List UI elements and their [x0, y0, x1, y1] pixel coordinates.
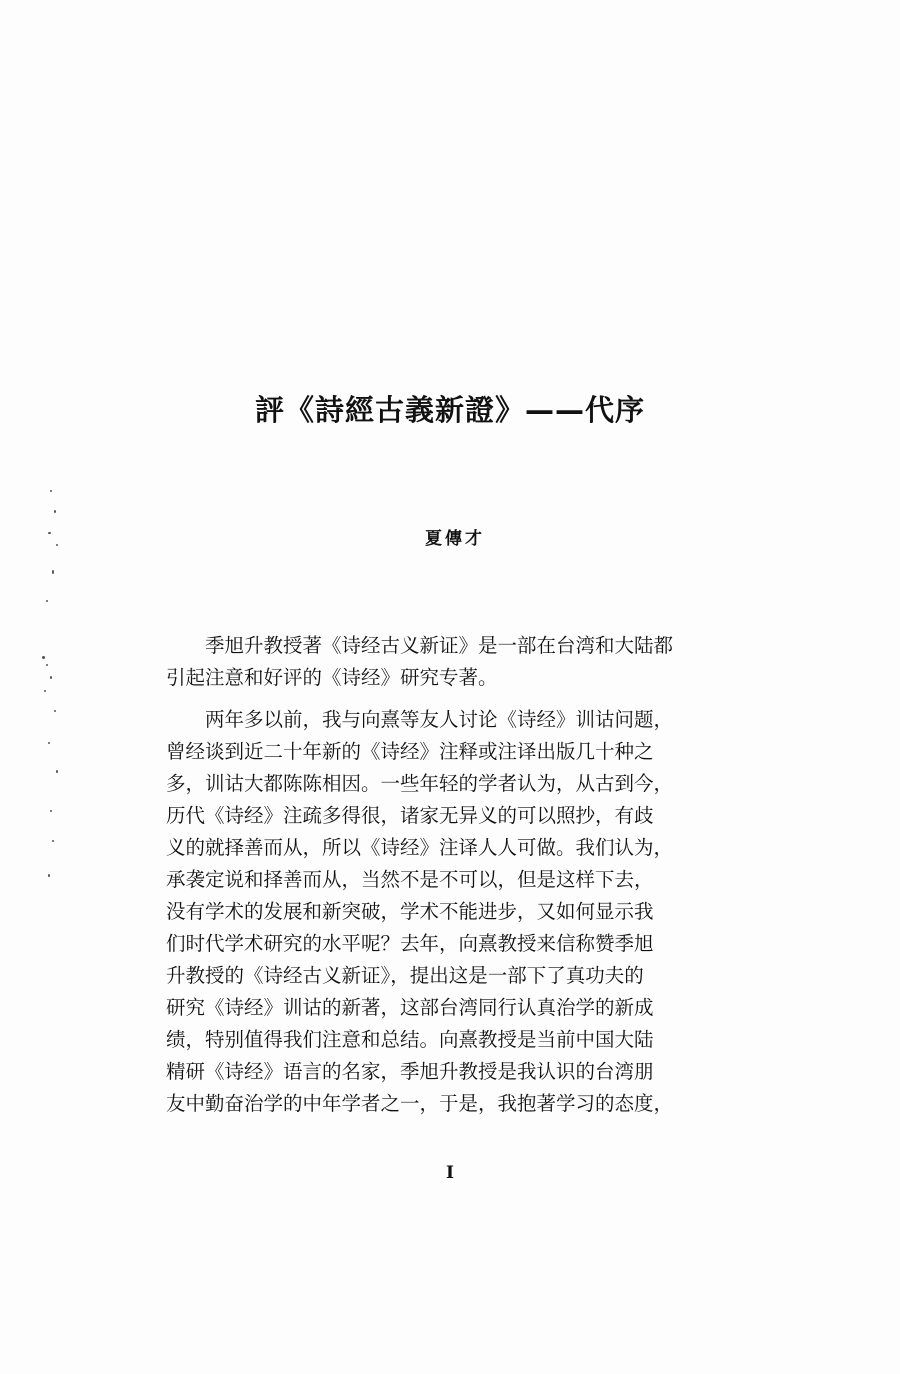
paragraph-1: [166, 630, 746, 694]
document-title: 評《詩經古義新證》——代序: [254, 393, 645, 427]
text-line: 曾经谈到近二十年新的《诗经》注释或注译出版几十种之: [166, 740, 654, 763]
text-line: 友中勤奋治学的中年学者之一，于是，我抱著学习的态度，: [166, 1092, 674, 1115]
text-line: 引起注意和好评的《诗经》研究专著。: [166, 666, 498, 689]
paragraph-gap: [166, 694, 746, 704]
text-line: 精研《诗经》语言的名家，季旭升教授是我认识的台湾朋: [166, 1060, 654, 1083]
text-line: 义的就择善而从，所以《诗经》注译人人可做。我们认为，: [166, 836, 674, 859]
text-line: 升教授的《诗经古义新证》，提出这是一部下了真功夫的: [166, 964, 644, 987]
text-line: 没有学术的发展和新突破，学术不能进步，又如何显示我: [166, 900, 654, 923]
page-number: I: [446, 1163, 454, 1183]
text-line: 多，训诂大都陈陈相因。一些年轻的学者认为，从古到今，: [166, 772, 674, 795]
text-line: 绩，特别值得我们注意和总结。向熹教授是当前中国大陆: [166, 1028, 654, 1051]
body-text: [166, 630, 746, 1120]
text-line: 两年多以前，我与向熹等友人讨论《诗经》训诂问题，: [166, 708, 674, 731]
text-line: 承袭定说和择善而从，当然不是不可以，但是这样下去，: [166, 868, 654, 891]
paragraph-2: [166, 704, 746, 1120]
text-line: 研究《诗经》训诂的新著，这部台湾同行认真治学的新成: [166, 996, 654, 1019]
text-line: 们时代学术研究的水平呢？去年，向熹教授来信称赞季旭: [166, 932, 654, 955]
text-line: 历代《诗经》注疏多得很，诸家无异义的可以照抄，有歧: [166, 804, 654, 827]
text-line: 季旭升教授著《诗经古义新证》是一部在台湾和大陆都: [166, 634, 674, 657]
author-name: 夏傳才: [425, 529, 485, 549]
